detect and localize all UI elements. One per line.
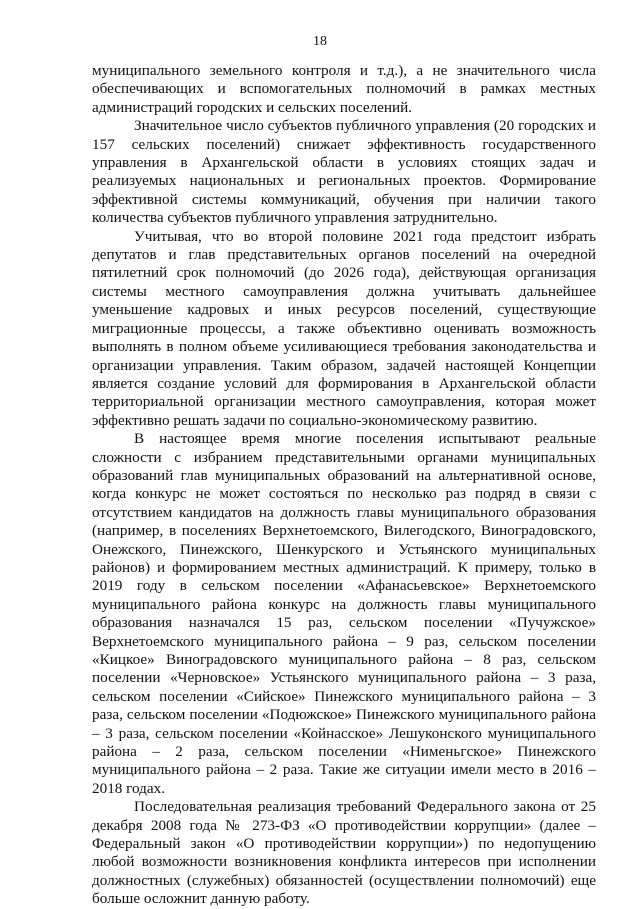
- paragraph-continuation: муниципального земельного контроля и т.д.), а не значительного числа обеспечивающих и вспомогательных полномочий в рамках местных администраций городских и сельских поселений.: [92, 62, 596, 116]
- paragraph-election-difficulties: В настоящее время многие поселения испытывают реальные сложности с избранием представительными органами муниципальных образований глав муниципальных образований на альтернативной основе, когда конкурс не может состояться по несколько раз подряд в связи с отсутствием кандидатов на должность главы муниципального образования (например, в поселениях Верхнетоемского, Вилегодского, Виноградовского, Онежского, Пинежского, Шенкурского и Устьянского муниципальных районов) и формированием местных администраций. К примеру, только в 2019 году в сельском поселении «Афанасьевское» Верхнетоемского муниципального района конкурс на должность главы муниципального образования назначался 15 раз, сельском поселении «Пучужское» Верхнетоемского муниципального района – 9 раз, сельском поселении «Кицкое» Виноградовского муниципального района – 8 раз, сельском поселении «Черновское» Устьянского муниципального района – 3 раза, сельском поселении «Сийское» Пинежского муниципального района – 3 раза, сельском поселении «Подюжское» Пинежского муниципального района – 3 раза, сельском поселении «Койнасское» Лешуконского муниципального района – 2 раза, сельском поселении «Нименьгское» Пинежского муниципального района – 2 раза. Такие же ситуации имели место в 2016 – 2018 годах.: [92, 430, 596, 797]
- paragraph-subjects-count: Значительное число субъектов публичного управления (20 городских и 157 сельских поселений) снижает эффективность государственного управления в Архангельской области в условиях стоящих задач и реализуемых национальных и региональных проектов. Формирование эффективной системы коммуникаций, обучения при наличии такого количества субъектов публичного управления затруднительно.: [92, 117, 596, 227]
- page-number: 18: [313, 34, 327, 49]
- paragraph-elections-2021: Учитывая, что во второй половине 2021 года предстоит избрать депутатов и глав представительных органов поселений на очередной пятилетний срок полномочий (до 2026 года), действующая организация системы местного самоуправления должна учитывать дальнейшее уменьшение кадровых и иных ресурсов поселений, существующие миграционные процессы, а также объективно оценивать возможность выполнять в полном объеме усиливающиеся требования законодательства и организации управления. Таким образом, задачей настоящей Концепции является создание условий для формирования в Архангельской области территориальной организации местного самоуправления, которая может эффективно решать задачи по социально-экономическому развитию.: [92, 227, 596, 429]
- paragraph-anticorruption-law: Последовательная реализация требований Федерального закона от 25 декабря 2008 года № 273-ФЗ «О противодействии коррупции» (далее – Федеральный закон «О противодействии коррупции») по недопущению любой возможности возникновения конфликта интересов при исполнении должностных (служебных) обязанностей (осуществлении полномочий) еще больше осложнит данную работу.: [92, 798, 596, 908]
- document-body: [92, 62, 596, 909]
